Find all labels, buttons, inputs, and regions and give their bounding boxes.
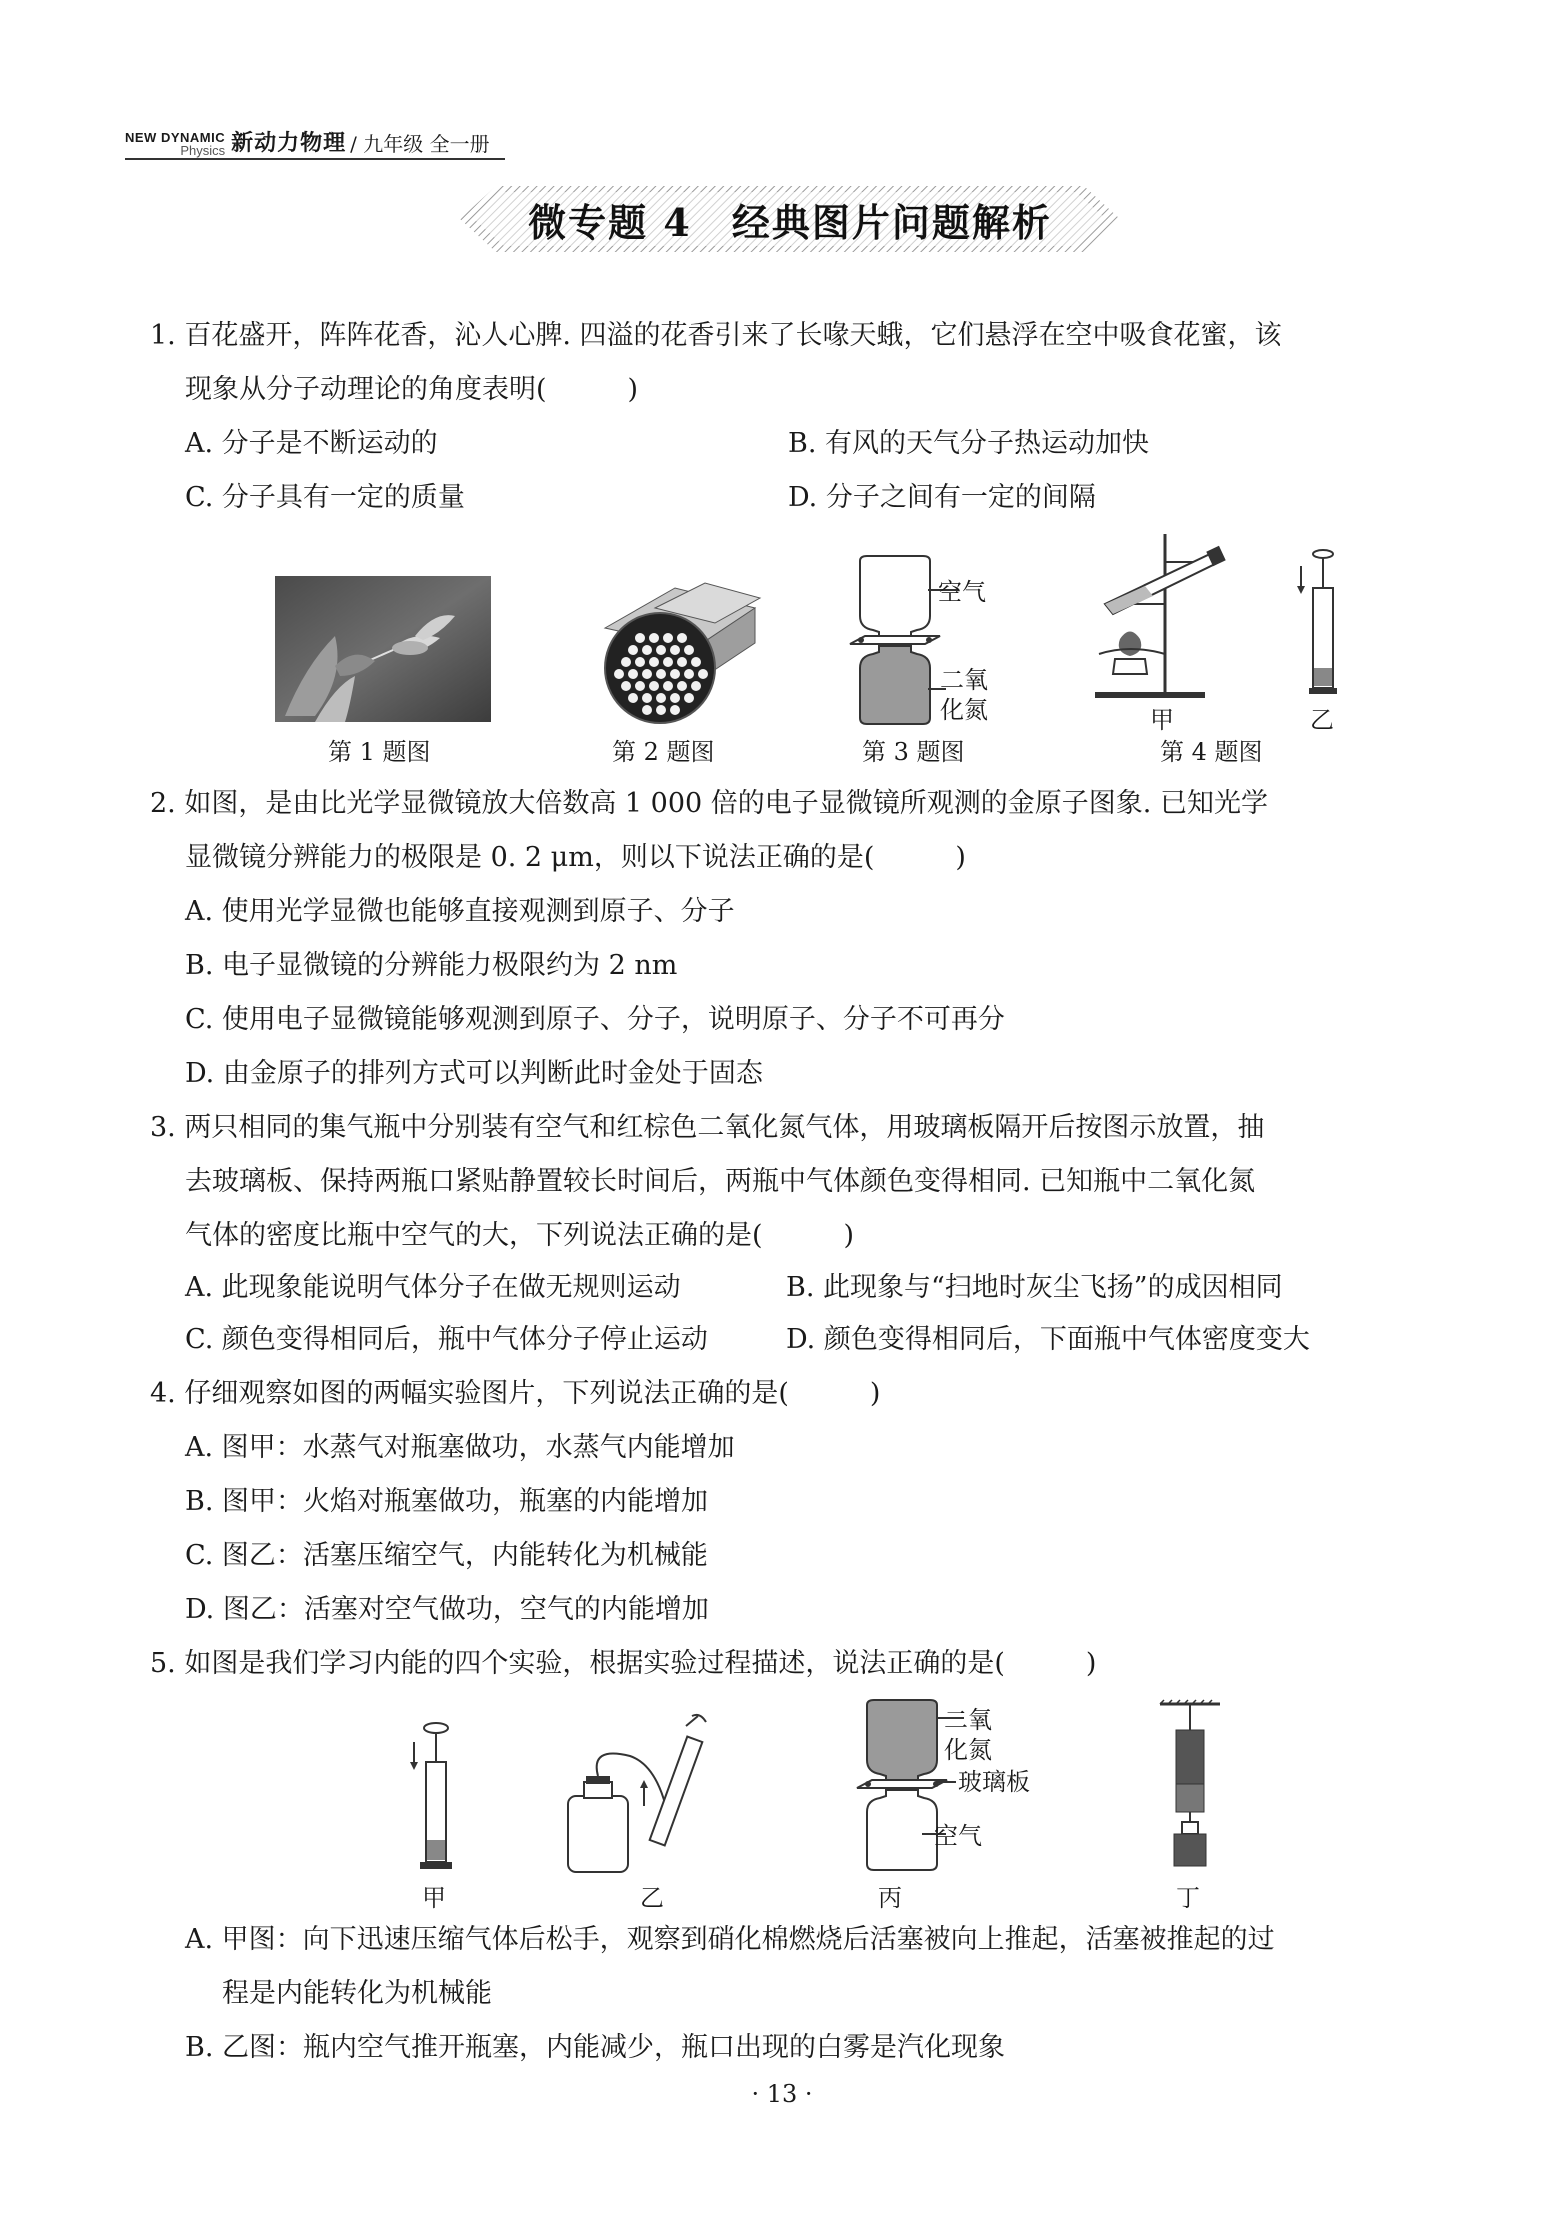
q1-option-b: B. 有风的天气分子热运动加快 [788,428,1150,459]
test-tube-apparatus [1085,534,1245,700]
fig3-air-label: 空气 [938,578,986,606]
brand-chinese: 新动力物理 [231,130,347,156]
fig3-caption: 第 3 题图 [862,738,965,766]
gold-atoms-figure [585,568,765,728]
q5-stem-line1: 5. 如图是我们学习内能的四个实验，根据实验过程描述，说法正确的是( ) [150,1648,1097,1679]
q4-option-a: A. 图甲：水蒸气对瓶塞做功，水蒸气内能增加 [185,1432,735,1463]
q5-option-a-line1: A. 甲图：向下迅速压缩气体后松手，观察到硝化棉燃烧后活塞被向上推起，活塞被推起的过 [185,1924,1275,1955]
fig5-ding-label: 丁 [1176,1884,1200,1912]
page-number: · 13 · [751,2080,813,2108]
q4-stem-line1: 4. 仔细观察如图的两幅实验图片，下列说法正确的是( ) [150,1378,881,1409]
gas-jars-figure [845,556,945,726]
fig3-no2-label-2: 化氮 [940,696,988,724]
fig1-caption: 第 1 题图 [328,738,431,766]
q1-option-a: A. 分子是不断运动的 [185,428,438,459]
q4-option-c: C. 图乙：活塞压缩空气，内能转化为机械能 [185,1540,708,1571]
title-banner [460,186,1120,252]
fig5-yi-label: 乙 [640,1884,664,1912]
q4-option-b: B. 图甲：火焰对瓶塞做功，瓶塞的内能增加 [185,1486,709,1517]
fig2-caption: 第 2 题图 [612,738,715,766]
q5-option-b: B. 乙图：瓶内空气推开瓶塞，内能减少，瓶口出现的白雾是汽化现象 [185,2032,1006,2063]
fig5-glass-label: 玻璃板 [958,1768,1030,1796]
q2-option-a: A. 使用光学显微也能够直接观测到原子、分子 [185,896,735,927]
bottle-pump-figure [560,1716,720,1876]
brand-en-line1: NEW DYNAMIC [125,130,226,145]
fig4-caption: 第 4 题图 [1160,738,1263,766]
fig5-no2-label-1: 二氧 [944,1706,992,1734]
q3-stem-line3: 气体的密度比瓶中空气的大，下列说法正确的是( ) [185,1220,855,1251]
q1-stem-line1: 1. 百花盛开，阵阵花香，沁人心脾. 四溢的花香引来了长喙天蛾，它们悬浮在空中吸食花蜜，该 [150,320,1282,351]
brand-english [125,131,225,157]
q4-option-d: D. 图乙：活塞对空气做功，空气的内能增加 [185,1594,709,1625]
fig5-glass-leader [936,1778,958,1786]
q3-option-a: A. 此现象能说明气体分子在做无规则运动 [185,1272,681,1303]
fig5-jia-label: 甲 [422,1884,446,1912]
header-divider [125,158,505,160]
brand-en-line2: Physics [180,143,226,158]
page-header [125,126,490,157]
q2-option-c: C. 使用电子显微镜能够观测到原子、分子，说明原子、分子不可再分 [185,1004,1005,1035]
grade-label: / 九年级 全一册 [350,132,490,156]
fig3-no2-label-1: 二氧 [940,666,988,694]
fig5-bing-label: 丙 [878,1884,902,1912]
q3-option-d: D. 颜色变得相同后，下面瓶中气体密度变大 [786,1324,1310,1355]
q1-option-c: C. 分子具有一定的质量 [185,482,465,513]
q2-option-b: B. 电子显微镜的分辨能力极限约为 2 nm [185,950,678,981]
moth-photo [275,576,491,722]
q2-stem-line1: 2. 如图，是由比光学显微镜放大倍数高 1 000 倍的电子显微镜所观测的金原子图象. 已知光学 [150,788,1268,819]
q1-stem-line2: 现象从分子动理论的角度表明( ) [185,374,639,405]
q3-option-b: B. 此现象与“扫地时灰尘飞扬”的成因相同 [786,1272,1283,1303]
fire-syringe-figure [408,1722,458,1872]
lead-blocks-figure [1160,1700,1220,1872]
q3-stem-line2: 去玻璃板、保持两瓶口紧贴静置较长时间后，两瓶中气体颜色变得相同. 已知瓶中二氧化氮 [185,1166,1256,1197]
fig4-jia-label: 甲 [1150,706,1174,734]
fig5-no2-label-2: 化氮 [944,1736,992,1764]
fig4-yi-label: 乙 [1310,706,1334,734]
q2-option-d: D. 由金原子的排列方式可以判断此时金处于固态 [185,1058,763,1089]
q3-stem-line1: 3. 两只相同的集气瓶中分别装有空气和红棕色二氧化氮气体，用玻璃板隔开后按图示放置，抽 [150,1112,1265,1143]
q2-stem-line2: 显微镜分辨能力的极限是 0. 2 μm，则以下说法正确的是( ) [185,842,966,873]
page-title: 微专题 4 经典图片问题解析 [528,199,1052,245]
q1-option-d: D. 分子之间有一定的间隔 [788,482,1096,513]
fig5-air-label: 空气 [934,1822,982,1850]
q3-option-c: C. 颜色变得相同后，瓶中气体分子停止运动 [185,1324,708,1355]
q5-option-a-line2: 程是内能转化为机械能 [222,1978,492,2009]
fire-syringe-small [1295,548,1341,698]
